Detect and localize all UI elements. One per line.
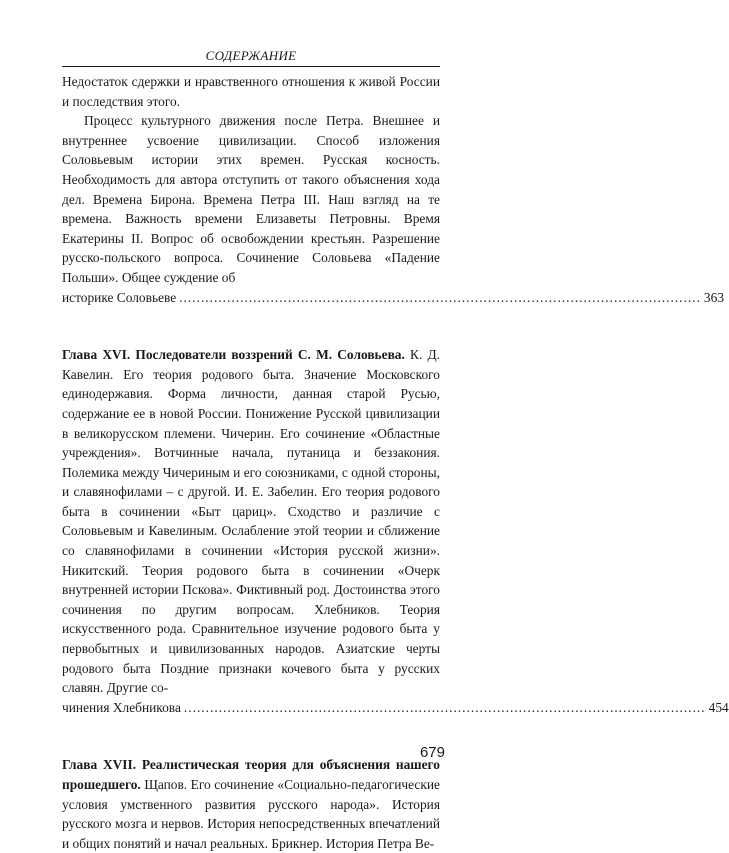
toc-chapter-16 — [62, 345, 729, 717]
toc-entry-tail: чинения Хлебникова — [62, 699, 181, 715]
running-head: СОДЕРЖАНИЕ — [205, 48, 297, 63]
toc-entry-last-line — [62, 288, 725, 308]
toc-chapter-17 — [62, 755, 440, 853]
toc-entry-last-line — [62, 698, 729, 718]
toc-entry-text — [62, 345, 440, 698]
toc-entry-text — [62, 755, 440, 853]
page-number: 679 — [419, 744, 445, 761]
toc-page-number: 363 — [703, 289, 725, 305]
toc-entry-text: Недостаток сдержки и нравственного отношения к живой России и последствия этого. — [62, 74, 440, 109]
running-head-rule — [62, 66, 440, 67]
toc-entry-tail: историке Соловьеве — [62, 289, 177, 305]
toc-entry-continued — [62, 72, 725, 307]
leader-dots: ........................................................................................................................ — [179, 289, 701, 305]
chapter-title: Глава XVII. Реалистическая теория для объяснения нашего прошедшего. — [62, 757, 440, 792]
toc-page-number: 454 — [708, 699, 729, 715]
chapter-summary: Щапов. Его сочинение «Социально-педагогические условия умственного развития русского народа». История русского мозга и нервов. История непосредственных впечатлений и общих понятий и начал реальных. Брикнер. История Петра Ве- — [62, 777, 440, 851]
leader-dots: ........................................................................................................................ — [183, 699, 706, 715]
chapter-summary: К. Д. Кавелин. Его теория родового быта. Значение Московского единодержавия. Форма личности, данная старой Русью, содержание ее в новой России. Понижение Русской цивилизации в великорусском племени. Чичерин. Его сочинение «Областные учреждения». Вотчинные начала, путаница и беззакония. Полемика между Чичериным и его союзниками, с одной стороны, и славянофилами – с другой. И. Е. Забелин. Его теория родового быта в сочинении «Быт цариц». Сходство и различие с Соловьевым и Кавелиным. Ослабление этой теории и сближение со славянофилами в сочинении «История русской жизни». Никитский. Теория родового быта в сочинении «Очерк внутренней истории Пскова». Фиктивный род. Достоинства этого сочинения по другим вопросам. Хлебников. Теория искусственного рода. Сравнительное изучение родового быта у первобытных и цивилизованных народов. Азиатские черты родового быта Поздние признаки кочевого быта у русских славян. Другие со- — [62, 347, 440, 696]
chapter-title: Глава XVI. Последователи воззрений С. М. Соловьева. — [62, 347, 405, 363]
toc-entry-text: Процесс культурного движения после Петра. Внешнее и внутреннее усвоение цивилизации. Способ изложения Соловьевым истории этих времен. Русская косность. Необходимость для автора отступить от такого объяснения хода дел. Времена Бирона. Времена Петра III. Наш взгляд на те времена. Важность времени Елизаветы Петровны. Время Екатерины II. Вопрос об освобождении крестьян. Разрешение русско-польского вопроса. Сочинение Соловьева «Падение Польши». Общее суждение об — [62, 113, 440, 285]
page-content — [62, 72, 729, 853]
